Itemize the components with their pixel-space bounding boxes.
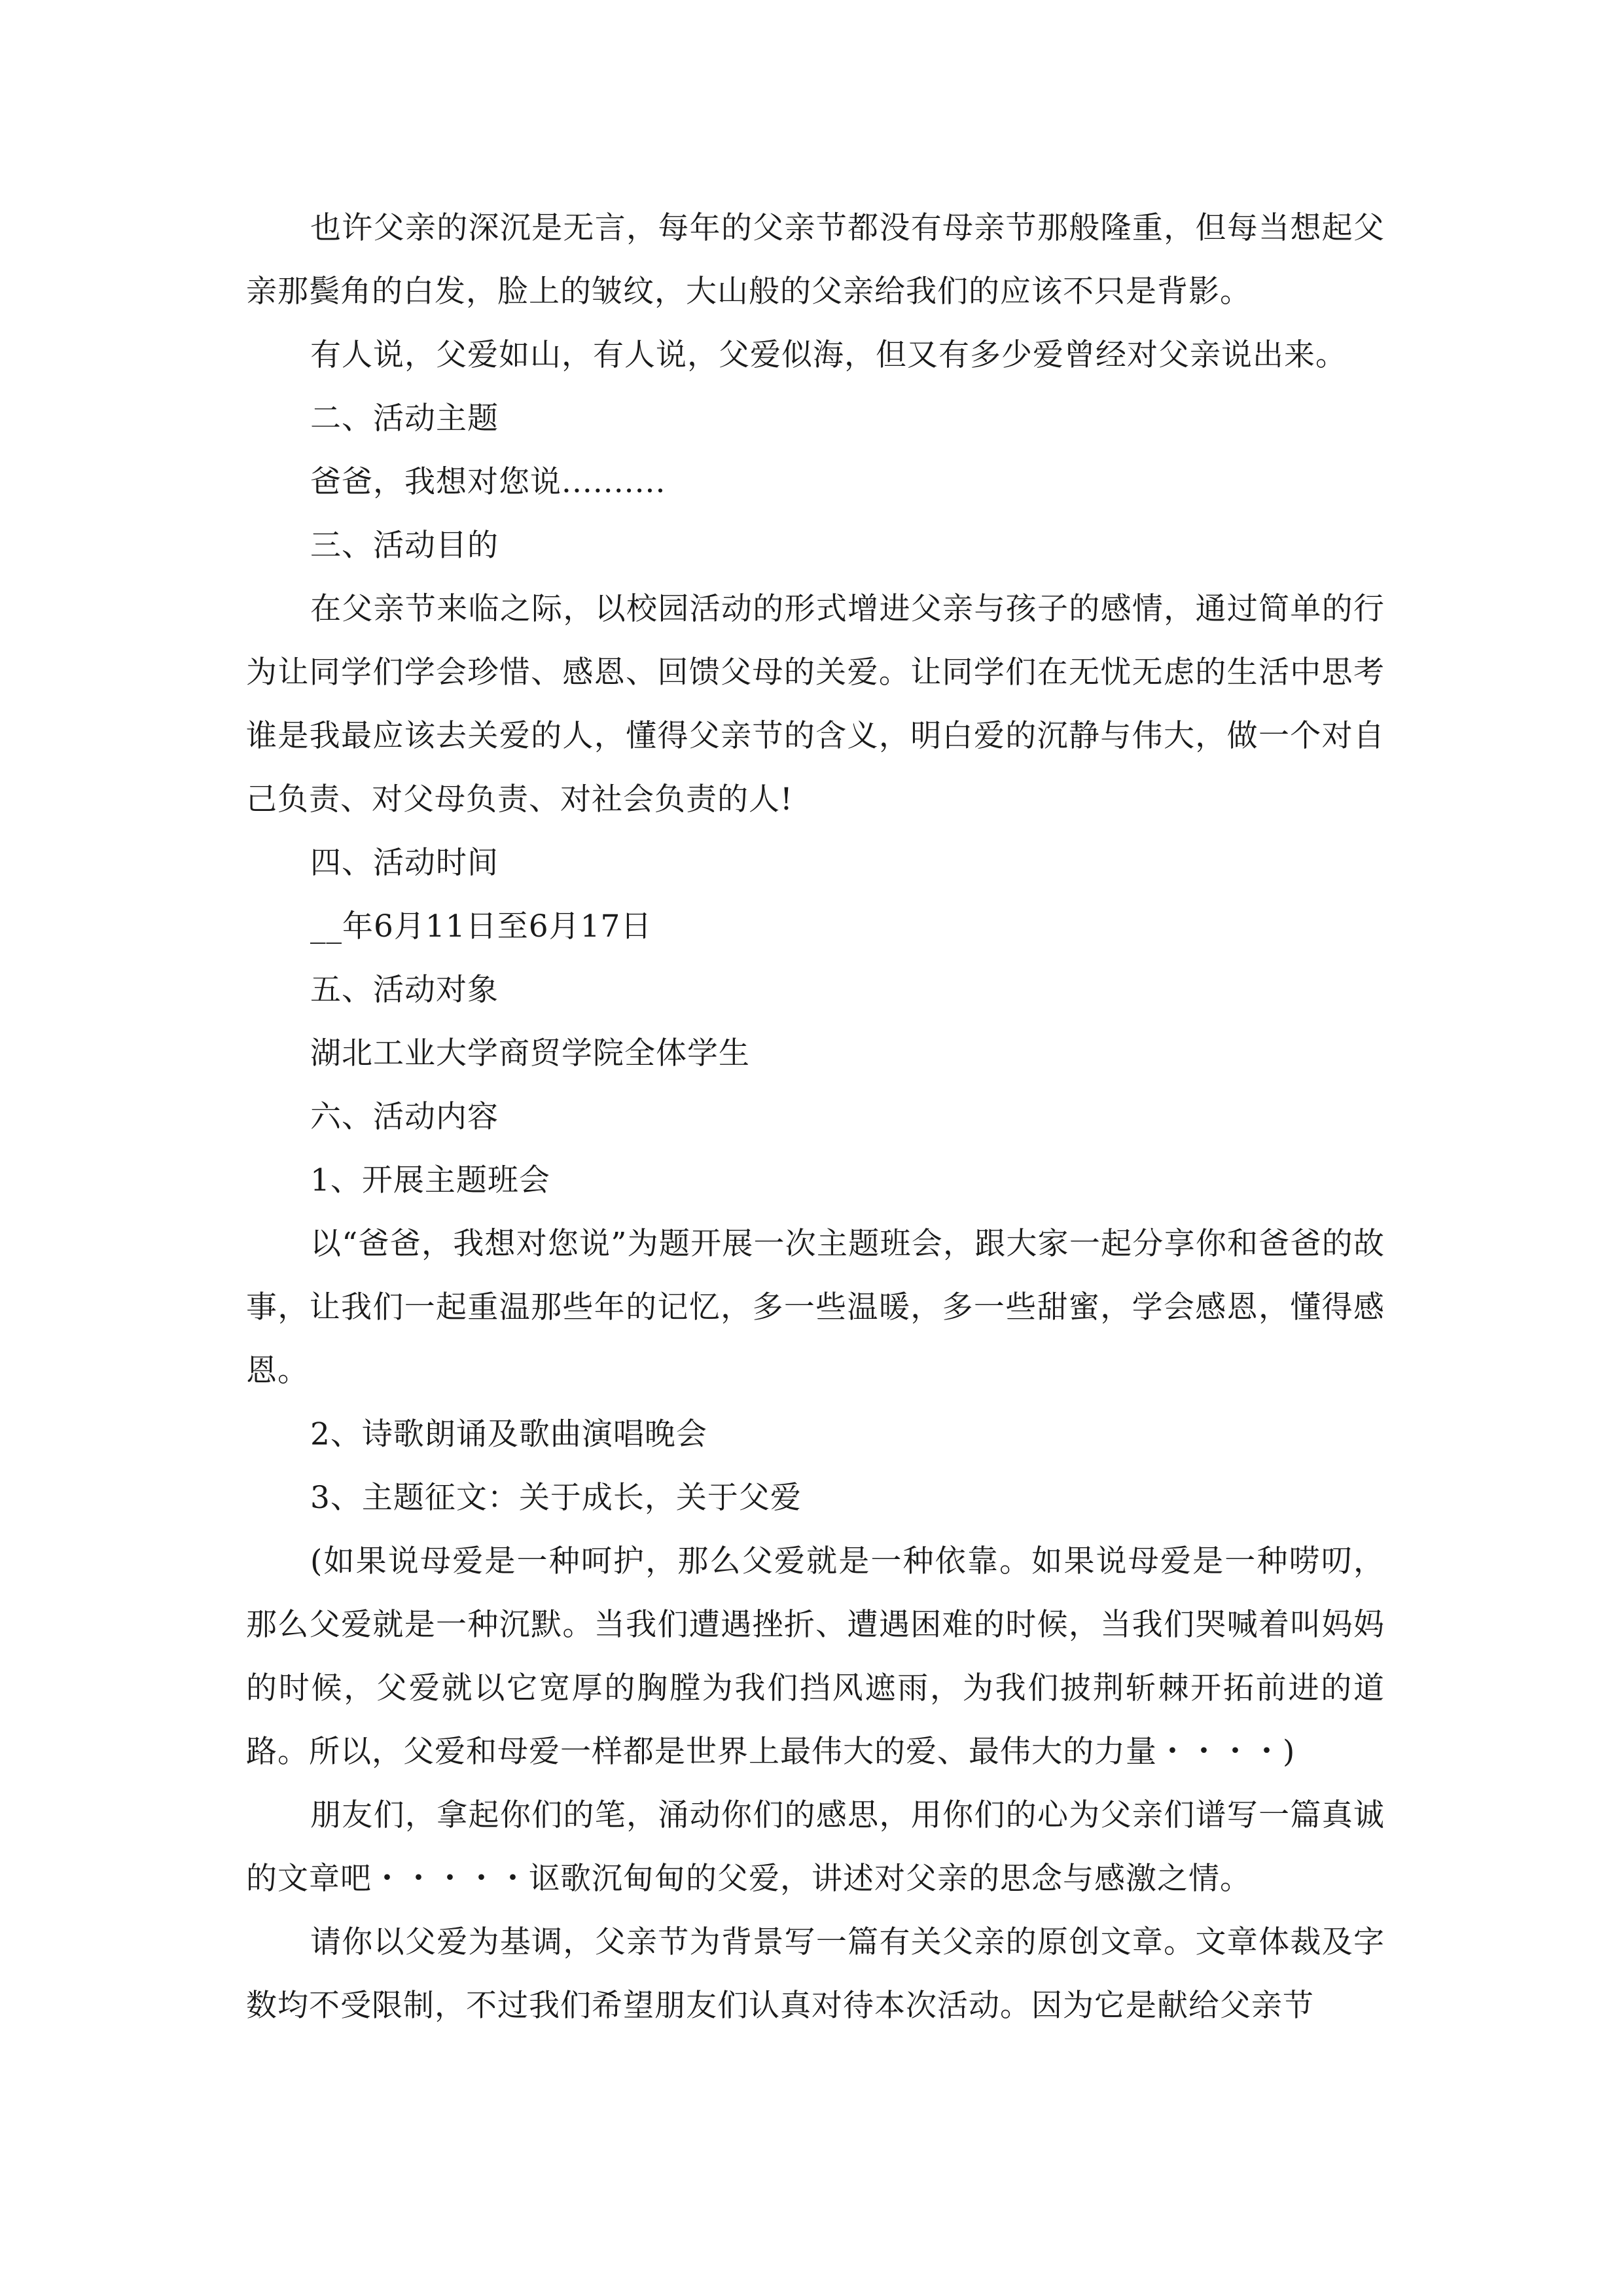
section-heading-content: 六、活动内容 — [310, 1099, 499, 1135]
list-item-2-heading: 2、诗歌朗诵及歌曲演唱晚会 — [310, 1416, 707, 1452]
paragraph-item-3-rules: 请你以父爱为基调，父亲节为背景写一篇有关父亲的原创文章。文章体裁及字数均不受限制，不过我们希望朋友们认真对待本次活动。因为它是献给父亲节 — [246, 1924, 1385, 2024]
paragraph-item-3-call: 朋友们，拿起你们的笔，涌动你们的感思，用你们的心为父亲们谱写一篇真诚的文章吧・・・・・讴歌沉甸甸的父爱，讲述对父亲的思念与感激之情。 — [246, 1797, 1385, 1897]
paragraph-item-1: 以“爸爸，我想对您说”为题开展一次主题班会，跟大家一起分享你和爸爸的故事，让我们一起重温那些年的记忆，多一些温暖，多一些甜蜜，学会感恩，懂得感恩。 — [246, 1226, 1385, 1389]
paragraph-theme: 爸爸，我想对您说.......... — [310, 464, 666, 500]
list-item-1-heading: 1、开展主题班会 — [310, 1162, 550, 1198]
paragraph-target: 湖北工业大学商贸学院全体学生 — [310, 1035, 750, 1071]
paragraph-intro-1: 也许父亲的深沉是无言，每年的父亲节都没有母亲节那般隆重，但每当想起父亲那鬓角的白发，脸上的皱纹，大山般的父亲给我们的应该不只是背影。 — [246, 210, 1385, 310]
paragraph-purpose: 在父亲节来临之际，以校园活动的形式增进父亲与孩子的感情，通过简单的行为让同学们学会珍惜、感恩、回馈父母的关爱。让同学们在无忧无虑的生活中思考谁是我最应该去关爱的人，懂得父亲节的含义，明白爱的沉静与伟大，做一个对自己负责、对父母负责、对社会负责的人! — [246, 591, 1385, 817]
paragraph-time: __年6月11日至6月17日 — [310, 908, 652, 944]
section-heading-purpose: 三、活动目的 — [310, 528, 499, 564]
section-heading-target: 五、活动对象 — [310, 972, 499, 1008]
paragraph-intro-2: 有人说，父爱如山，有人说，父爱似海，但又有多少爱曾经对父亲说出来。 — [310, 337, 1347, 373]
list-item-3-heading: 3、主题征文：关于成长，关于父爱 — [310, 1480, 802, 1516]
document-body — [246, 196, 1385, 2037]
section-heading-time: 四、活动时间 — [310, 845, 499, 881]
section-heading-theme: 二、活动主题 — [310, 401, 499, 437]
paragraph-item-3-quote: (如果说母爱是一种呵护，那么父爱就是一种依靠。如果说母爱是一种唠叨，那么父爱就是一种沉默。当我们遭遇挫折、遭遇困难的时候，当我们哭喊着叫妈妈的时候，父爱就以它宽厚的胸膛为我们挡风遮雨，为我们披荆斩棘开拓前进的道路。所以，父爱和母爱一样都是世界上最伟大的爱、最伟大的力量・・・・) — [246, 1543, 1385, 1770]
